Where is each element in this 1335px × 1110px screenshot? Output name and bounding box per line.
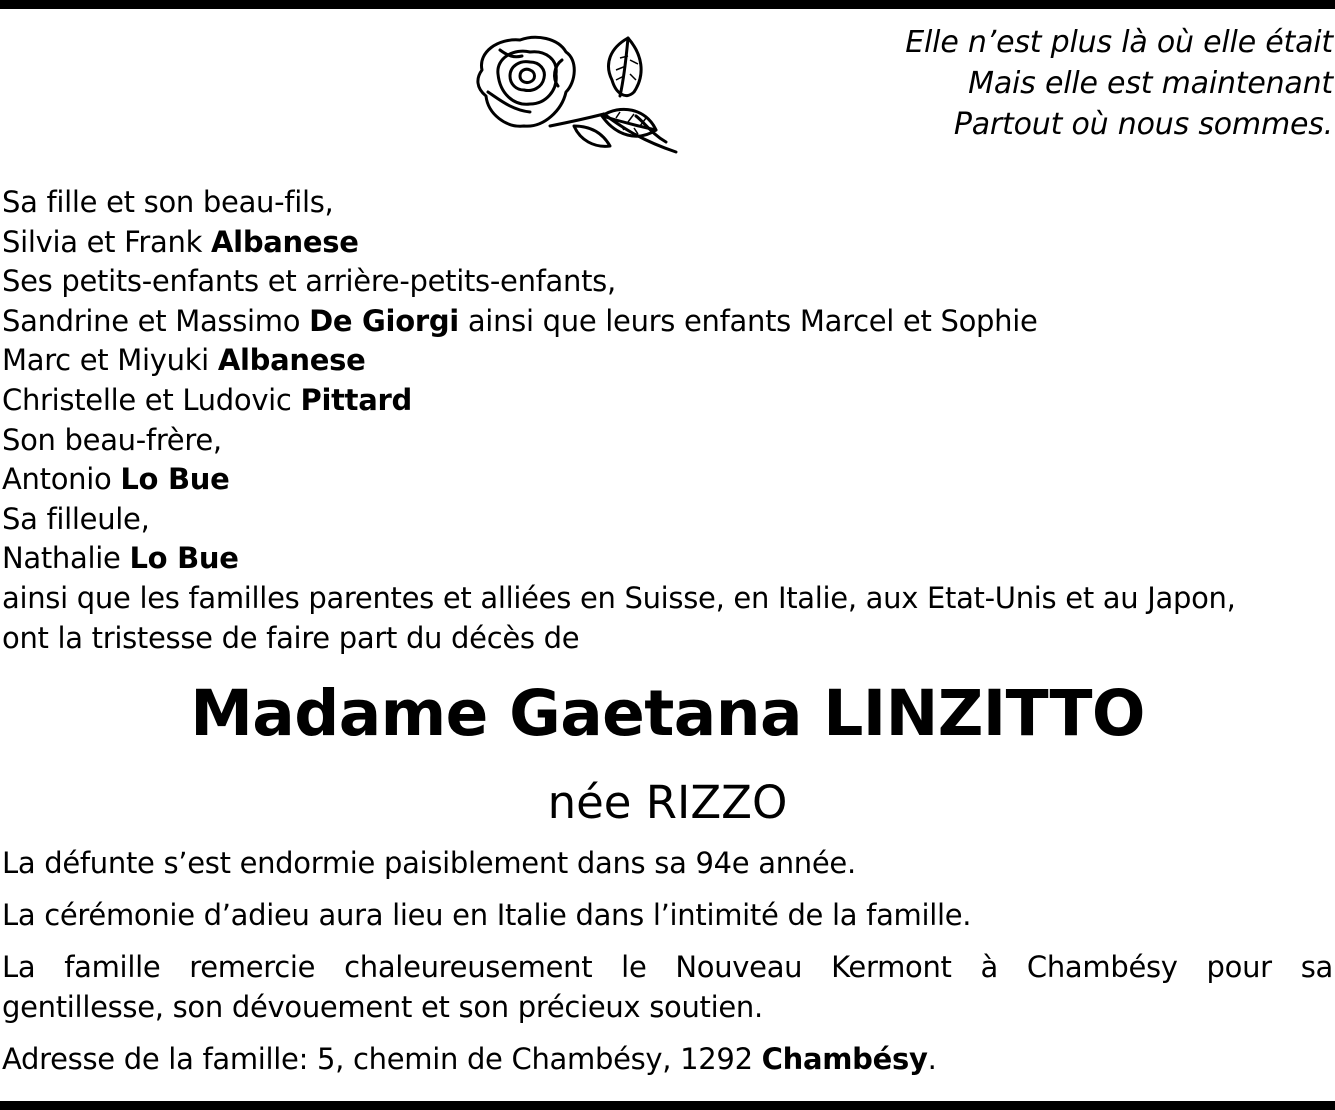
family-line-text: Antonio <box>2 462 121 497</box>
family-surname: Albanese <box>217 343 366 378</box>
deceased-name: Madame Gaetana LINZITTO <box>190 677 1145 750</box>
maiden-name: née RIZZO <box>547 776 788 829</box>
family-line <box>2 619 1332 659</box>
rose-icon <box>470 30 682 156</box>
age-paragraph: La défunte s’est endormie paisiblement dans sa 94e année. <box>2 846 856 880</box>
family-surname: De Giorgi <box>309 303 459 338</box>
family-surname: Lo Bue <box>129 541 239 576</box>
family-line <box>2 579 1332 619</box>
thanks-paragraph <box>2 947 1333 1027</box>
top-rule <box>0 0 1335 9</box>
family-line-after: ainsi que leurs enfants Marcel et Sophie <box>458 303 1038 338</box>
family-line <box>2 460 1332 500</box>
family-line <box>2 262 1332 302</box>
family-surname: Albanese <box>211 224 359 259</box>
family-line-text: ainsi que les familles parentes et alliées en Suisse, en Italie, aux Etat-Unis et au Japon, <box>2 580 1236 615</box>
family-line <box>2 381 1332 421</box>
family-line <box>2 183 1332 223</box>
family-line-text: Marc et Miyuki <box>2 343 218 378</box>
ceremony-paragraph: La cérémonie d’adieu aura lieu en Italie dans l’intimité de la famille. <box>2 898 972 932</box>
family-line-text: Ses petits-enfants et arrière-petits-enfants, <box>2 264 616 299</box>
address-paragraph <box>2 1039 1333 1079</box>
family-line <box>2 539 1332 579</box>
family-line <box>2 223 1332 263</box>
family-line <box>2 500 1332 540</box>
address-city: Chambésy <box>761 1042 928 1076</box>
bottom-rule <box>0 1101 1335 1110</box>
thanks-line: gentillesse, son dévouement et son précieux soutien. <box>2 990 763 1024</box>
poem-line: Partout où nous sommes. <box>953 107 1333 142</box>
family-surname: Lo Bue <box>120 462 230 497</box>
poem-line: Mais elle est maintenant <box>968 66 1333 101</box>
address-text: Adresse de la famille: 5, chemin de Chambésy, 1292 <box>2 1042 762 1076</box>
family-line-text: Silvia et Frank <box>2 224 212 259</box>
thanks-line: La famille remercie chaleureusement le Nouveau Kermont à Chambésy pour sa <box>2 950 1333 984</box>
family-line-text: Nathalie <box>2 541 130 576</box>
family-line-text: Sandrine et Massimo <box>2 303 310 338</box>
family-line-text: ont la tristesse de faire part du décès de <box>2 620 580 655</box>
family-line-text: Sa fille et son beau-fils, <box>2 185 334 219</box>
family-line <box>2 302 1332 342</box>
family-surname: Pittard <box>300 382 412 417</box>
family-line <box>2 421 1332 461</box>
family-line <box>2 341 1332 381</box>
family-line-text: Christelle et Ludovic <box>2 382 301 417</box>
address-suffix: . <box>927 1042 937 1076</box>
family-list <box>2 183 1332 658</box>
family-line-text: Son beau-frère, <box>2 422 222 457</box>
family-line-text: Sa filleule, <box>2 501 150 536</box>
poem-line: Elle n’est plus là où elle était <box>905 25 1333 60</box>
poem <box>693 22 1333 145</box>
